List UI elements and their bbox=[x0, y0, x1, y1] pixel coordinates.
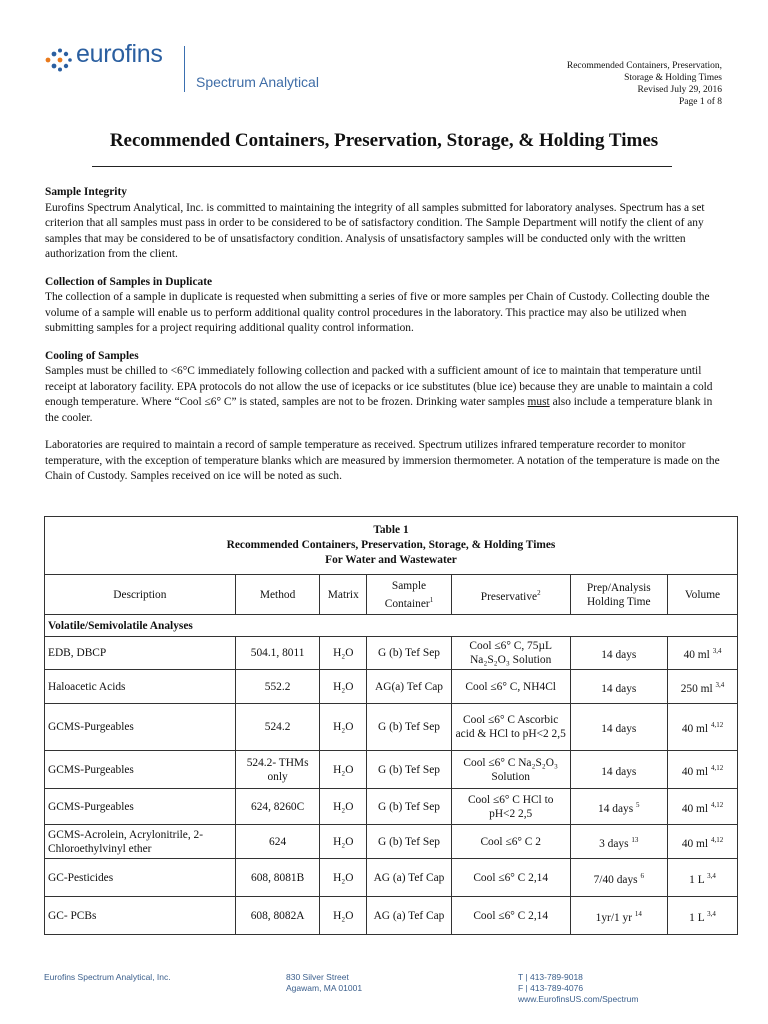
cell-matrix: H₂O bbox=[320, 897, 367, 935]
cell-description: GCMS-Purgeables bbox=[45, 704, 236, 751]
cell-volume-value: 1 L bbox=[689, 873, 705, 886]
header-container-label: Sample Container bbox=[384, 579, 430, 610]
cell-holding-time-sup: 5 bbox=[636, 800, 640, 809]
table-1 bbox=[44, 516, 738, 935]
cell-matrix: H₂O bbox=[320, 751, 367, 789]
eurofins-logo bbox=[44, 42, 364, 96]
footer-phone: T | 413-789-9018 bbox=[518, 972, 583, 982]
cell-volume bbox=[668, 859, 738, 897]
cell-volume bbox=[668, 751, 738, 789]
cell-method: 552.2 bbox=[235, 670, 320, 704]
cell-description: GCMS-Purgeables bbox=[45, 789, 236, 825]
cell-matrix: H₂O bbox=[320, 670, 367, 704]
cell-preservative: Cool ≤6° C HCl to pH<2 2,5 bbox=[451, 789, 570, 825]
header-preservative bbox=[451, 575, 570, 615]
cell-holding-time bbox=[570, 825, 667, 859]
section-heading: Sample Integrity bbox=[45, 186, 127, 198]
cell-matrix: H₂O bbox=[320, 704, 367, 751]
table-body bbox=[45, 637, 738, 935]
cell-volume bbox=[668, 789, 738, 825]
table-row bbox=[45, 751, 738, 789]
revised-date: Revised July 29, 2016 bbox=[637, 85, 722, 95]
cell-volume bbox=[668, 670, 738, 704]
logo-subtitle: Spectrum Analytical bbox=[196, 74, 319, 90]
cell-method: 524.2 bbox=[235, 704, 320, 751]
cell-volume bbox=[668, 637, 738, 670]
document-body bbox=[45, 185, 725, 497]
section-duplicate bbox=[45, 275, 725, 337]
cell-volume-sup: 4,12 bbox=[710, 835, 724, 844]
doc-title-line-2: Storage & Holding Times bbox=[624, 73, 722, 83]
cooling-must: must bbox=[527, 396, 550, 408]
footer-contact bbox=[518, 972, 638, 1005]
header-description: Description bbox=[45, 575, 236, 615]
header-volume: Volume bbox=[668, 575, 738, 615]
cell-method: 608, 8082A bbox=[235, 897, 320, 935]
cell-volume-sup: 3,4 bbox=[707, 871, 716, 880]
cell-holding-time-value: 14 days bbox=[601, 648, 637, 661]
footer-city: Agawam, MA 01001 bbox=[286, 983, 363, 993]
eurofins-dots-icon bbox=[44, 48, 72, 72]
cell-matrix: H₂O bbox=[320, 859, 367, 897]
page-title: Recommended Containers, Preservation, Storage, & Holding Times bbox=[109, 130, 659, 151]
section-paragraph: The collection of a sample in duplicate is requested when submitting a series of five or more samples per Chain of Custody. Collecting double the volume of a sample will enable us to perform additional quality control procedures in the laboratory. This practice may also be utilized when submitting samples for a project requiring additional quality control information. bbox=[45, 291, 710, 334]
cell-volume-sup: 4,12 bbox=[710, 721, 724, 730]
cell-container: G (b) Tef Sep bbox=[367, 704, 452, 751]
cell-volume bbox=[668, 704, 738, 751]
cell-method: 624 bbox=[235, 825, 320, 859]
section-paragraph: Eurofins Spectrum Analytical, Inc. is committed to maintaining the integrity of all samples submitted for laboratory analyses. Spectrum has a set criterion that all samples must pass in order to be considered to be of satisfactory condition. The Sample Department will notify the client of any samples that may be considered to be of unsatisfactory condition. Analysis of unsatisfactory samples will be conducted only with the written authorization from the client. bbox=[45, 201, 705, 260]
cell-container: G (b) Tef Sep bbox=[367, 825, 452, 859]
cell-holding-time bbox=[570, 859, 667, 897]
footer-company: Eurofins Spectrum Analytical, Inc. bbox=[44, 972, 171, 982]
cell-preservative: Cool ≤6° C Na₂S₂O₃ Solution bbox=[451, 751, 570, 789]
cell-volume-value: 40 ml bbox=[681, 765, 709, 778]
caption-line-2: Recommended Containers, Preservation, Storage, & Holding Times bbox=[226, 539, 556, 551]
cell-holding-time-value: 14 days bbox=[598, 802, 634, 815]
cell-holding-time-value: 3 days bbox=[599, 837, 629, 850]
doc-title-line-1: Recommended Containers, Preservation, bbox=[566, 61, 722, 71]
document-header-info bbox=[567, 60, 722, 108]
cell-preservative: Cool ≤6° C Ascorbic acid & HCl to pH<2 2,5 bbox=[451, 704, 570, 751]
cell-holding-time bbox=[570, 704, 667, 751]
cooling-text-a: Samples must be chilled to <6°C immediately following collection and packed with a sufficient amount of ice to maintain that temperature until receipt at laboratory facility. EPA protocols do not allow the use of icepacks or ice substitutes (blue ice) because they are unable to maintain a cold enough temperature. Where “Cool ≤6° C” is stated, samples are not to be frozen. Drinking water samples bbox=[45, 365, 713, 408]
cell-volume bbox=[668, 825, 738, 859]
cell-volume-value: 40 ml bbox=[681, 722, 709, 735]
cell-volume-value: 250 ml bbox=[680, 682, 713, 695]
table-section-row bbox=[45, 615, 738, 637]
cell-holding-time-value: 14 days bbox=[601, 765, 637, 778]
cell-holding-time bbox=[570, 751, 667, 789]
cell-holding-time bbox=[570, 637, 667, 670]
table-caption bbox=[45, 517, 738, 575]
caption-line-1: Table 1 bbox=[373, 524, 409, 536]
logo-divider bbox=[184, 46, 185, 92]
table-row bbox=[45, 859, 738, 897]
header-method: Method bbox=[235, 575, 320, 615]
cell-holding-time-sup: 13 bbox=[631, 835, 639, 844]
header-container bbox=[367, 575, 452, 615]
cell-preservative: Cool ≤6° C 2,14 bbox=[451, 859, 570, 897]
cell-container: G (b) Tef Sep bbox=[367, 789, 452, 825]
cell-container: G (b) Tef Sep bbox=[367, 637, 452, 670]
cell-volume-sup: 4,12 bbox=[710, 800, 724, 809]
cell-container: AG (a) Tef Cap bbox=[367, 859, 452, 897]
cell-description: Haloacetic Acids bbox=[45, 670, 236, 704]
header-matrix: Matrix bbox=[320, 575, 367, 615]
cell-matrix: H₂O bbox=[320, 637, 367, 670]
cell-volume-sup: 4,12 bbox=[710, 763, 724, 772]
cell-method: 608, 8081B bbox=[235, 859, 320, 897]
footer-web: www.EurofinsUS.com/Spectrum bbox=[518, 994, 639, 1004]
cell-preservative: Cool ≤6° C 2,14 bbox=[451, 897, 570, 935]
cell-volume-sup: 3,4 bbox=[707, 909, 716, 918]
footer-address bbox=[286, 972, 362, 994]
table-row bbox=[45, 670, 738, 704]
cell-preservative: Cool ≤6° C 2 bbox=[451, 825, 570, 859]
cell-container: G (b) Tef Sep bbox=[367, 751, 452, 789]
section-lab-record bbox=[45, 438, 725, 485]
section-sample-integrity bbox=[45, 185, 725, 263]
cell-holding-time-value: 14 days bbox=[601, 722, 637, 735]
cell-holding-time-value: 1yr/1 yr bbox=[595, 911, 633, 924]
table-row bbox=[45, 825, 738, 859]
table-row bbox=[45, 897, 738, 935]
cell-method: 524.2- THMs only bbox=[235, 751, 320, 789]
page-number: Page 1 of 8 bbox=[678, 97, 722, 107]
table-row bbox=[45, 704, 738, 751]
cell-volume-value: 40 ml bbox=[681, 837, 709, 850]
cell-holding-time-sup: 14 bbox=[634, 909, 642, 918]
cell-container: AG(a) Tef Cap bbox=[367, 670, 452, 704]
cell-volume-value: 40 ml bbox=[683, 648, 710, 661]
cell-method: 504.1, 8011 bbox=[235, 637, 320, 670]
title-rule bbox=[92, 166, 672, 167]
logo-wordmark: eurofins bbox=[76, 40, 163, 68]
cell-volume bbox=[668, 897, 738, 935]
cell-volume-value: 1 L bbox=[689, 911, 705, 924]
section-paragraph bbox=[45, 364, 725, 426]
table-row bbox=[45, 789, 738, 825]
section-label: Volatile/Semivolatile Analyses bbox=[45, 615, 738, 637]
cell-volume-value: 40 ml bbox=[681, 802, 709, 815]
cell-description: EDB, DBCP bbox=[45, 637, 236, 670]
header-preservative-label: Preservative bbox=[480, 590, 538, 603]
cell-matrix: H₂O bbox=[320, 789, 367, 825]
header-container-sup: 1 bbox=[429, 595, 434, 604]
cell-holding-time bbox=[570, 897, 667, 935]
header-preservative-sup: 2 bbox=[537, 588, 541, 597]
cell-holding-time-value: 14 days bbox=[601, 682, 637, 695]
section-cooling bbox=[45, 349, 725, 427]
cooling-text-b: also include a temperature blank in the cooler. bbox=[45, 396, 713, 424]
cell-volume-sup: 3,4 bbox=[712, 647, 722, 656]
cell-matrix: H₂O bbox=[320, 825, 367, 859]
header-holding-time: Prep/Analysis Holding Time bbox=[570, 575, 667, 615]
cell-description: GC-Pesticides bbox=[45, 859, 236, 897]
table-header-row bbox=[45, 575, 738, 615]
cell-description: GCMS-Acrolein, Acrylonitrile, 2-Chloroethylvinyl ether bbox=[45, 825, 236, 859]
cell-description: GC- PCBs bbox=[45, 897, 236, 935]
cell-method: 624, 8260C bbox=[235, 789, 320, 825]
section-paragraph: Laboratories are required to maintain a record of sample temperature as received. Spectrum utilizes infrared temperature recorder to monitor temperature, with the exception of temperature blanks which are measured by immersion thermometer. A notation of the temperature is made on the Chain of Custody. Samples received on ice will be noted as such. bbox=[45, 439, 720, 482]
section-heading: Cooling of Samples bbox=[45, 349, 139, 362]
cell-preservative: Cool ≤6° C, 75µL Na₂S₂O₃ Solution bbox=[451, 637, 570, 670]
section-heading: Collection of Samples in Duplicate bbox=[45, 275, 213, 288]
cell-holding-time bbox=[570, 670, 667, 704]
caption-line-3: For Water and Wastewater bbox=[325, 554, 457, 566]
cell-description: GCMS-Purgeables bbox=[45, 751, 236, 789]
cell-holding-time-sup: 6 bbox=[640, 871, 644, 880]
cell-preservative: Cool ≤6° C, NH4Cl bbox=[451, 670, 570, 704]
cell-volume-sup: 3,4 bbox=[715, 680, 725, 689]
table-row bbox=[45, 637, 738, 670]
cell-holding-time-value: 7/40 days bbox=[593, 873, 638, 886]
footer-fax: F | 413-789-4076 bbox=[518, 983, 584, 993]
cell-container: AG (a) Tef Cap bbox=[367, 897, 452, 935]
table-caption-row bbox=[45, 517, 738, 575]
footer-street: 830 Silver Street bbox=[286, 972, 349, 982]
cell-holding-time bbox=[570, 789, 667, 825]
